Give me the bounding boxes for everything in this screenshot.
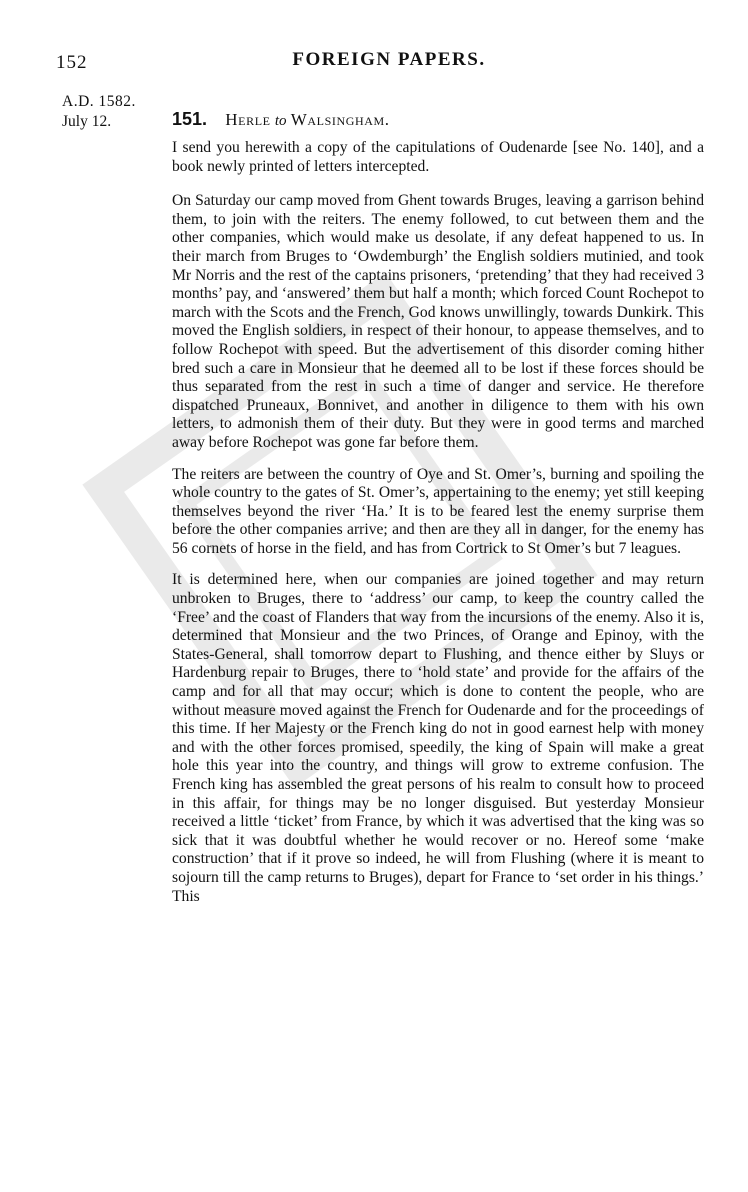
margin-day: July 12. [62, 113, 112, 130]
paragraph-3: The reiters are between the country of Oye and St. Omer’s, burning and spoiling the whole country to the gates of St. Omer’s, appertaining to the enemy; yet still keeping themselves beyond the river ‘Ha.’ It is to be feared lest the enemy surprise them before the other companies arrive; and then are they all in danger, for the enemy has 56 cornets of horse in the field, and has from Cortrick to St Omer’s but 7 leagues. [172, 465, 704, 557]
document-number: 151. [172, 109, 208, 129]
paragraph-4: It is determined here, when our companies are joined together and may return unbroken to Bruges, there to ‘address’ our camp, to keep the country called the ‘Free’ and the coast of Flanders that way from the incursions of the enemy. Also it is, determined that Monsieur and the two Princes, of Orange and Epinoy, with the States-General, shall tomorrow depart to Flushing, and thence either by Sluys or Hardenburg repair to Bruges, there to ‘hold state’ and provide for the affairs of the camp and for all that may occur; which is done to content the people, who are without measure moved against the French for Oudenarde and for the proceedings of this time. If her Majesty or the French king do not in good earnest help with money and with the other forces promised, speedily, the king of Spain will make a great hole this year into the country, and things will grow to extreme confusion. The French king has assembled the great persons of his realm to consult how to proceed in this affair, for things may be no longer disguised. But yesterday Monsieur received a little ‘ticket’ from France, by which it was advertised that the king was so sick that it was doubtful whether he would recover or no. Hereof some ‘make construction’ that if it prove so indeed, he will from Flushing (where it is meant to sojourn till the camp returns to Bruges), depart for France to ‘set order in his things.’ This [172, 571, 704, 905]
paragraph-2: On Saturday our camp moved from Ghent towards Bruges, leaving a garrison behind them, to join with the reiters. The enemy followed, to cut between them and the other companies, which would make us desolate, if any defeat happened to us. In their march from Bruges to ‘Owdemburgh’ the English soldiers mutinied, and took Mr Norris and the rest of the captains prisoners, ‘pretending’ that they had received 3 months’ pay, and ‘answered’ them but half a month; which forced Count Rochepot to march with the Scots and the French, God knows unwillingly, towards Dunkirk. This moved the English soldiers, in respect of their honour, to appease themselves, and to follow Rochepot with speed. But the advertisement of this disorder coming hither bred such a care in Monsieur that he deemed all to be lost if these forces should be thus separated from the rest in such a time of danger and service. He therefore dispatched Pruneaux, Bonnivet, and another in diligence to them with his own letters, to admonish them of their duty. But they were in good terms and marched away before Rochepot was gone far before them. [172, 192, 704, 451]
document-author: Herle [225, 110, 271, 129]
document-heading [172, 109, 390, 130]
document-body [172, 139, 704, 906]
margin-year: A.D. 1582. [62, 93, 136, 110]
paragraph-1: I send you herewith a copy of the capitulations of Oudenarde [see No. 140], and a book newly printed of letters intercepted. [172, 139, 704, 175]
document-connector: to [274, 113, 287, 129]
running-title: FOREIGN PAPERS. [292, 49, 486, 70]
page-number: 152 [56, 52, 88, 73]
document-recipient: Walsingham. [290, 110, 390, 129]
margin-date-note [62, 92, 136, 132]
